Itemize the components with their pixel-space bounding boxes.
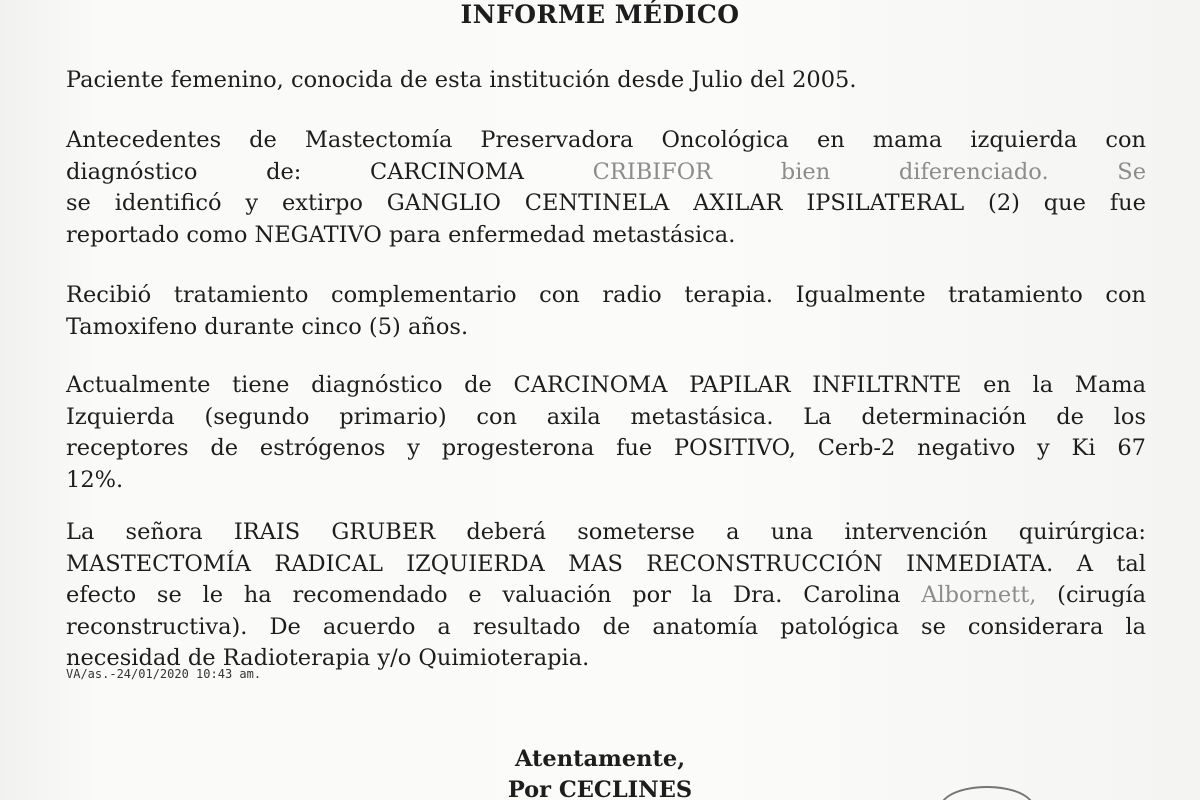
word: diagnóstico — [66, 158, 198, 185]
paragraph-patient-intro — [66, 65, 1146, 97]
paragraph-line: Izquierda (segundo primario) con axila metastásica. La determinación de los — [66, 403, 1146, 430]
text-segment: efecto se le ha recomendado e valuación por la Dra. Carolina — [66, 582, 901, 608]
paragraph-line: reportado como NEGATIVO para enfermedad metastásica. — [66, 221, 736, 248]
word-faint: CRIBIFOR — [592, 158, 713, 185]
paragraph-line: reconstructiva). De acuerdo a resultado de anatomía patológica se considerara la — [66, 613, 1146, 640]
word-faint: bien — [780, 158, 831, 185]
closing-institution: Por CECLINES — [507, 777, 693, 800]
text-segment: (cirugía — [1057, 582, 1147, 608]
paragraph-current-diagnosis — [66, 370, 1146, 496]
paragraph-line — [66, 157, 1146, 189]
paragraph-line: La señora IRAIS GRUBER deberá someterse a una intervención quirúrgica: — [66, 519, 1146, 545]
word-faint: diferenciado. — [898, 158, 1049, 185]
paragraph-line: Tamoxifeno durante cinco (5) años. — [66, 313, 469, 340]
paragraph-treatment — [66, 280, 1146, 343]
paragraph-line — [66, 580, 1146, 612]
paragraph-line: Antecedentes de Mastectomía Preservadora Oncológica en mama izquierda con — [66, 127, 1146, 153]
word: CARCINOMA — [370, 158, 524, 185]
reference-timestamp: VA/as.-24/01/2020 10:43 am. — [66, 667, 262, 681]
document-title: INFORME MÉDICO — [460, 0, 740, 29]
paragraph-line: se identificó y extirpo GANGLIO CENTINELA AXILAR IPSILATERAL (2) que fue — [66, 190, 1146, 216]
paragraph-line: Recibió tratamiento complementario con radio terapia. Igualmente tratamiento con — [66, 282, 1146, 308]
paragraph-line: receptores de estrógenos y progesterona fue POSITIVO, Cerb-2 negativo y Ki 67 — [66, 435, 1146, 461]
paragraph-line: necesidad de Radioterapia y/o Quimioterapia. — [66, 645, 590, 671]
paragraph-line: Paciente femenino, conocida de esta institución desde Julio del 2005. — [66, 67, 857, 93]
closing-salutation: Atentamente, — [514, 746, 686, 772]
word-faint: Se — [1117, 158, 1147, 185]
word: de: — [266, 158, 302, 185]
paragraph-line: MASTECTOMÍA RADICAL IZQUIERDA MAS RECONSTRUCCIÓN INMEDIATA. A tal — [66, 550, 1146, 577]
paragraph-line: 12%. — [66, 466, 124, 493]
paragraph-line: Actualmente tiene diagnóstico de CARCINOMA PAPILAR INFILTRNTE en la Mama — [66, 372, 1146, 398]
doctor-name-faint: Albornett, — [921, 582, 1037, 608]
paragraph-history — [66, 125, 1146, 251]
paragraph-surgery-plan — [66, 517, 1146, 675]
